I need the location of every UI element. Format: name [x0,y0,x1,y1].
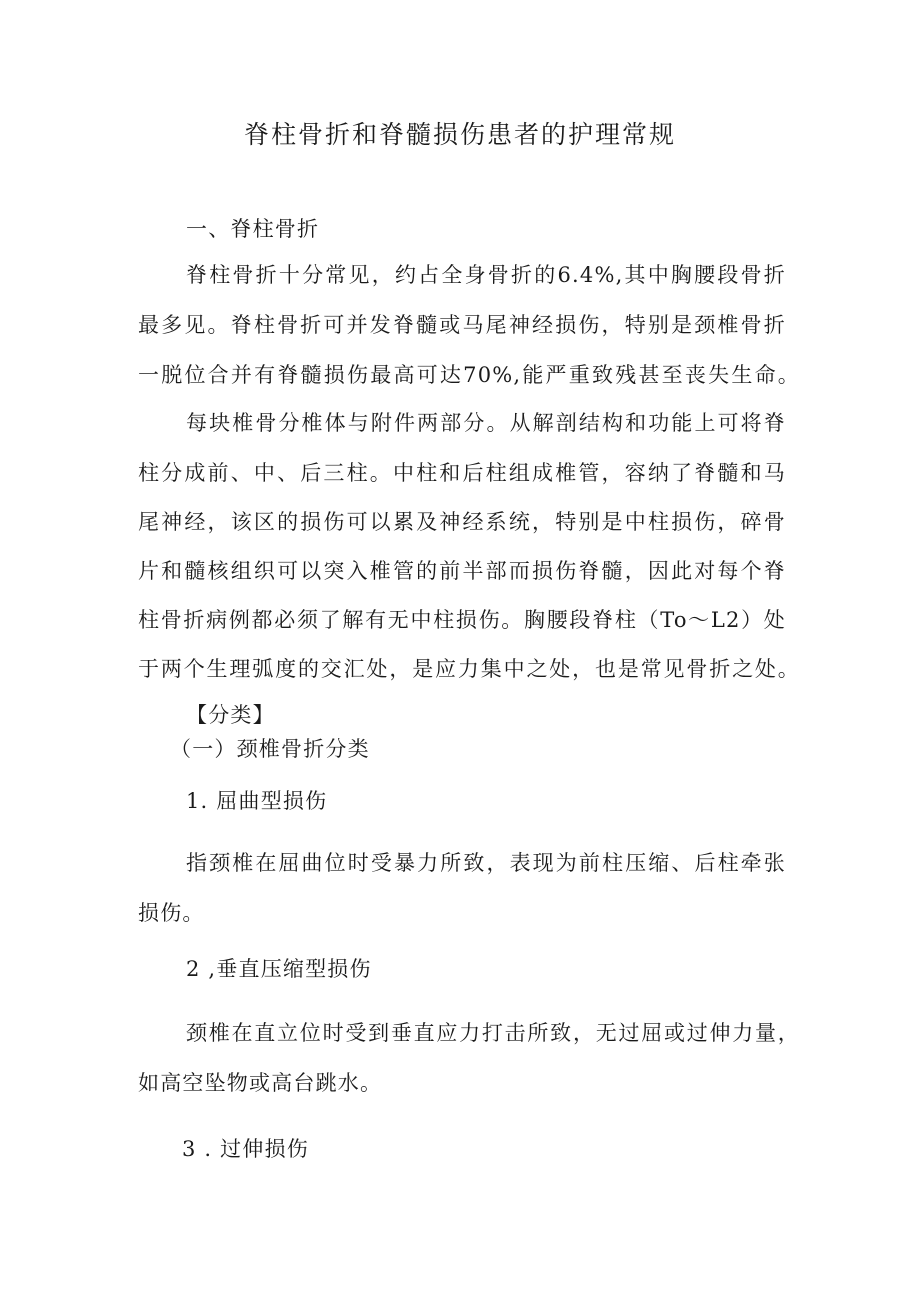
para1-line2: 最多见。脊柱骨折可并发脊髓或马尾神经损伤，特别是颈椎骨折 [138,313,786,337]
para1-line3: 一脱位合并有脊髓损伤最高可达70%,能严重致残甚至丧失生命。 [138,363,800,387]
para2-line6: 于两个生理弧度的交汇处，是应力集中之处，也是常见骨折之处。 [138,657,800,681]
document-title: 脊柱骨折和脊髓损伤患者的护理常规 [243,120,676,149]
subsection-heading-cervical: （一）颈椎骨折分类 [170,737,370,761]
item3-heading: 3 . 过伸损伤 [182,1137,309,1161]
para2-line4: 片和髓核组织可以突入椎管的前半部而损伤脊髓，因此对每个脊 [138,559,786,583]
classification-heading: 【分类】 [186,703,275,727]
para1-line1: 脊柱骨折十分常见，约占全身骨折的6.4%,其中胸腰段骨折 [186,263,786,287]
item2-text-line2: 如高空坠物或高台跳水。 [138,1071,383,1095]
para2-line1: 每块椎骨分椎体与附件两部分。从解剖结构和功能上可将脊 [186,411,786,435]
item2-heading: 2 ,垂直压缩型损伤 [186,957,372,981]
section-heading-spinal-fracture: 一、脊柱骨折 [186,217,320,241]
para2-line5: 柱骨折病例都必须了解有无中柱损伤。胸腰段脊柱（To～L2）处 [138,608,786,632]
para2-line3: 尾神经，该区的损伤可以累及神经系统，特别是中柱损伤，碎骨 [138,510,786,534]
item2-text-line1: 颈椎在直立位时受到垂直应力打击所致，无过屈或过伸力量， [186,1021,800,1045]
item1-text-line2: 损伤。 [138,901,205,925]
item1-heading: 1. 屈曲型损伤 [186,789,328,813]
item1-text-line1: 指颈椎在屈曲位时受暴力所致，表现为前柱压缩、后柱牵张 [186,851,786,875]
para2-line2: 柱分成前、中、后三柱。中柱和后柱组成椎管，容纳了脊髓和马 [138,461,786,485]
